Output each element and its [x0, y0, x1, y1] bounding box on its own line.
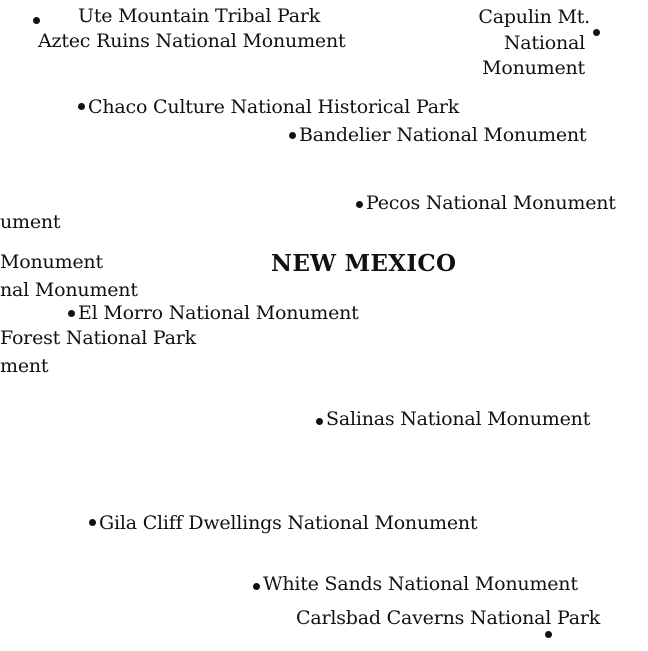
carlsbad-label: Carlsbad Caverns National Park [296, 607, 601, 629]
left-cut-label-4: Forest National Park [0, 327, 196, 349]
left-cut-label-5: ment [0, 355, 49, 377]
state-title: NEW MEXICO [271, 250, 457, 277]
ute-mountain-label: Ute Mountain Tribal Park [78, 5, 321, 27]
el-morro-marker [68, 310, 75, 317]
salinas-label: Salinas National Monument [326, 408, 591, 430]
capulin-marker [593, 29, 600, 36]
pecos-label: Pecos National Monument [366, 192, 616, 214]
pecos-marker [356, 201, 363, 208]
salinas-marker [316, 418, 323, 425]
gila-label: Gila Cliff Dwellings National Monument [99, 512, 478, 534]
el-morro-label: El Morro National Monument [78, 302, 359, 324]
chaco-marker [78, 103, 85, 110]
white-sands-marker [253, 583, 260, 590]
top-edge-marks [60, 0, 580, 2]
carlsbad-marker [545, 631, 552, 638]
capulin-label-line3: Monument [482, 57, 585, 79]
capulin-label-line1: Capulin Mt. [478, 6, 590, 28]
capulin-label-line2: National [503, 32, 585, 54]
left-cut-label-2: Monument [0, 251, 103, 273]
left-cut-label-1: ument [0, 211, 61, 233]
bandelier-label: Bandelier National Monument [299, 124, 587, 146]
aztec-ruins-label: Aztec Ruins National Monument [38, 30, 346, 52]
white-sands-label: White Sands National Monument [263, 573, 578, 595]
bandelier-marker [289, 132, 296, 139]
chaco-label: Chaco Culture National Historical Park [88, 96, 460, 118]
ute-mountain-marker [33, 17, 40, 24]
left-cut-label-3: nal Monument [0, 279, 138, 301]
gila-marker [89, 519, 96, 526]
